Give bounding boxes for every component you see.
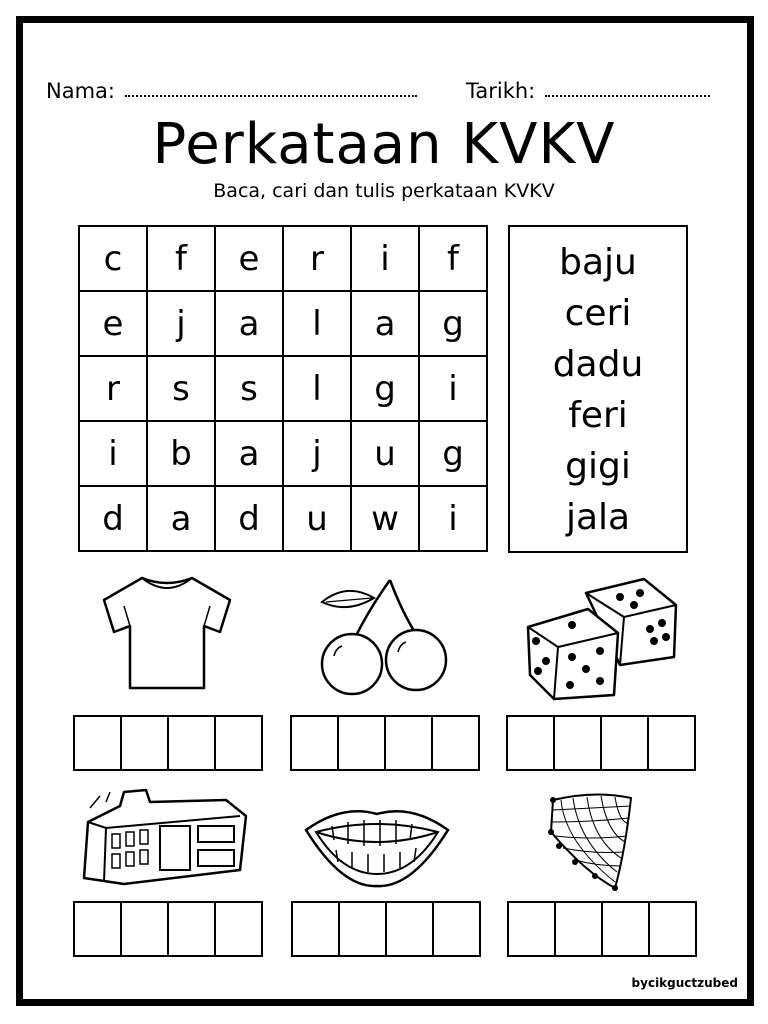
grid-cell[interactable]: i <box>419 486 487 551</box>
word-item: jala <box>565 497 631 538</box>
letter-box[interactable] <box>216 717 261 769</box>
grid-cell[interactable]: g <box>419 421 487 486</box>
word-item: ceri <box>564 293 632 334</box>
grid-cell[interactable]: a <box>147 486 215 551</box>
letter-box[interactable] <box>75 903 122 955</box>
grid-cell[interactable]: a <box>351 291 419 356</box>
teeth-icon <box>302 800 452 888</box>
letter-box[interactable] <box>509 903 556 955</box>
answer-boxes-6[interactable] <box>507 901 697 957</box>
grid-cell[interactable]: e <box>215 226 283 291</box>
grid-cell[interactable]: r <box>283 226 351 291</box>
letter-box[interactable] <box>434 903 479 955</box>
letter-box[interactable] <box>602 717 649 769</box>
answer-boxes-3[interactable] <box>506 715 696 771</box>
letter-box[interactable] <box>555 717 602 769</box>
cherry-icon <box>312 572 452 696</box>
grid-cell[interactable]: j <box>147 291 215 356</box>
grid-cell[interactable]: i <box>419 356 487 421</box>
grid-cell[interactable]: a <box>215 291 283 356</box>
word-item: feri <box>568 395 628 436</box>
grid-cell[interactable]: d <box>79 486 147 551</box>
grid-cell[interactable]: s <box>215 356 283 421</box>
word-item: baju <box>559 242 637 283</box>
credit-text: bycikguctzubed <box>631 976 738 990</box>
grid-cell[interactable]: i <box>79 421 147 486</box>
grid-cell[interactable]: u <box>351 421 419 486</box>
grid-cell[interactable]: g <box>351 356 419 421</box>
letter-box[interactable] <box>603 903 650 955</box>
letter-box[interactable] <box>293 903 340 955</box>
letter-box[interactable] <box>75 717 122 769</box>
grid-cell[interactable]: d <box>215 486 283 551</box>
answer-boxes-1[interactable] <box>73 715 263 771</box>
page-title: Perkataan KVKV <box>152 112 616 177</box>
name-label: Nama: <box>46 79 115 103</box>
letter-box[interactable] <box>386 717 433 769</box>
letter-box[interactable] <box>169 717 216 769</box>
date-label: Tarikh: <box>466 79 536 103</box>
dice-icon <box>524 575 680 701</box>
grid-cell[interactable]: f <box>147 226 215 291</box>
date-field[interactable] <box>466 78 710 103</box>
instruction-text: Baca, cari dan tulis perkataan KVKV <box>213 180 555 202</box>
word-search-grid[interactable] <box>78 225 488 552</box>
letter-box[interactable] <box>387 903 434 955</box>
answer-boxes-2[interactable] <box>290 715 480 771</box>
name-field[interactable] <box>46 78 417 103</box>
letter-box[interactable] <box>433 717 478 769</box>
grid-cell[interactable]: w <box>351 486 419 551</box>
grid-cell[interactable]: a <box>215 421 283 486</box>
letter-box[interactable] <box>649 717 694 769</box>
answer-boxes-5[interactable] <box>291 901 481 957</box>
grid-cell[interactable]: g <box>419 291 487 356</box>
grid-cell[interactable]: c <box>79 226 147 291</box>
name-line[interactable] <box>125 85 417 97</box>
grid-cell[interactable]: u <box>283 486 351 551</box>
letter-box[interactable] <box>650 903 695 955</box>
grid-cell[interactable]: l <box>283 291 351 356</box>
letter-box[interactable] <box>169 903 216 955</box>
answer-boxes-4[interactable] <box>73 901 263 957</box>
letter-box[interactable] <box>508 717 555 769</box>
grid-cell[interactable]: s <box>147 356 215 421</box>
grid-cell[interactable]: r <box>79 356 147 421</box>
letter-box[interactable] <box>339 717 386 769</box>
grid-cell[interactable]: j <box>283 421 351 486</box>
letter-box[interactable] <box>216 903 261 955</box>
grid-cell[interactable]: l <box>283 356 351 421</box>
letter-box[interactable] <box>122 717 169 769</box>
grid-cell[interactable]: i <box>351 226 419 291</box>
date-line[interactable] <box>545 85 710 97</box>
net-icon <box>545 792 635 892</box>
letter-box[interactable] <box>556 903 603 955</box>
word-item: dadu <box>552 344 644 385</box>
grid-cell[interactable]: b <box>147 421 215 486</box>
word-item: gigi <box>565 446 631 487</box>
shirt-icon <box>92 570 242 694</box>
word-list <box>508 225 688 553</box>
letter-box[interactable] <box>340 903 387 955</box>
grid-cell[interactable]: f <box>419 226 487 291</box>
ferry-icon <box>80 786 252 888</box>
letter-box[interactable] <box>292 717 339 769</box>
letter-box[interactable] <box>122 903 169 955</box>
grid-cell[interactable]: e <box>79 291 147 356</box>
